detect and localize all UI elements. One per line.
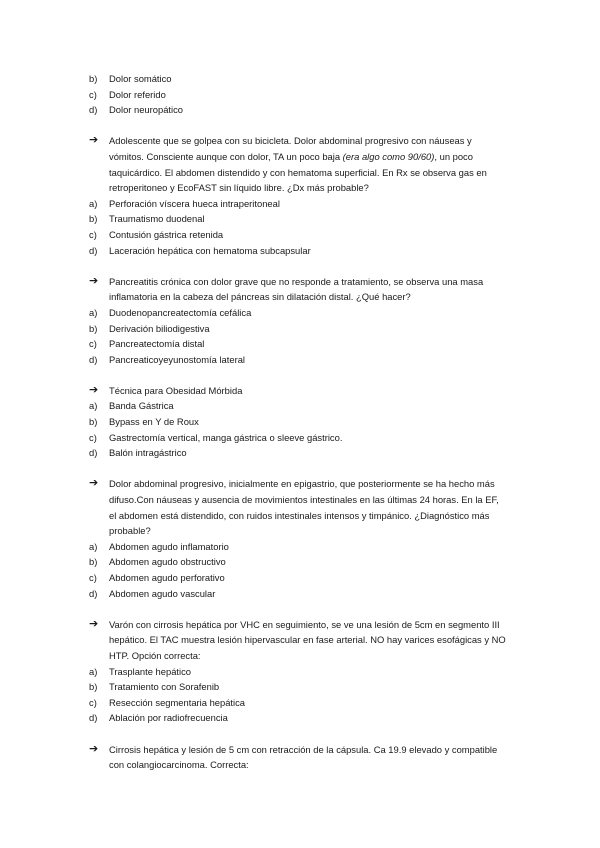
question-1: ➔ Adolescente que se golpea con su bicicleta. Dolor abdominal progresivo con náuseas y vómitos. Consciente aunque con dolor, TA un poco baja (era algo como 90/60), un poco taquicárdico. El abdomen distendido y con hematoma superficial. En Rx se observa gas en retroperitoneo y EcoFAST sin líquido libre. ¿Dx más probable? xyxy=(89,133,529,195)
list-item: d) Laceración hepática con hematoma subcapsular xyxy=(89,244,311,256)
list-item: b) Tratamiento con Sorafenib xyxy=(89,681,220,693)
arrow-icon: ➔ xyxy=(89,134,99,147)
list-item: c) Gastrectomía vertical, manga gástrica o sleeve gástrico. xyxy=(89,431,343,443)
question-5: ➔ Varón con cirrosis hepática por VHC en seguimiento, se ve una lesión de 5cm en segmento III hepático. El TAC muestra lesión hipervascular en fase arterial. NO hay varices esofágicas y NO HTP. Opción correcta: xyxy=(89,617,529,664)
list-item: b) Abdomen agudo obstructivo xyxy=(89,556,226,568)
question-3: ➔ Técnica para Obesidad Mórbida xyxy=(89,383,529,399)
list-item: a) Duodenopancreatectomía cefálica xyxy=(89,306,252,318)
list-item: d) Dolor neuropático xyxy=(89,104,184,116)
list-item: c) Contusión gástrica retenida xyxy=(89,228,224,240)
question-4: ➔ Dolor abdominal progresivo, inicialmente en epigastrio, que posteriormente se ha hecho más difuso.Con náuseas y ausencia de movimientos intestinales en las últimas 24 horas. En la EF, el abdomen está distendido, con ruidos intestinales intensos y timpánico. ¿Diagnóstico más probable? xyxy=(89,476,529,538)
list-item: a) Abdomen agudo inflamatorio xyxy=(89,540,229,552)
arrow-icon: ➔ xyxy=(89,617,99,630)
list-item: c) Pancreatectomía distal xyxy=(89,338,205,350)
list-item: d) Ablación por radiofrecuencia xyxy=(89,712,228,724)
document-content xyxy=(89,71,529,773)
arrow-icon: ➔ xyxy=(89,383,99,396)
list-item: a) Banda Gástrica xyxy=(89,400,174,412)
list-item: b) Bypass en Y de Roux xyxy=(89,416,199,428)
arrow-icon: ➔ xyxy=(89,477,99,490)
list-item: d) Balón intragástrico xyxy=(89,447,187,459)
list-item: b) Traumatismo duodenal xyxy=(89,213,205,225)
list-item: d) Abdomen agudo vascular xyxy=(89,587,216,599)
list-item: a) Perforación víscera hueca intraperitoneal xyxy=(89,197,280,209)
list-item: b) Derivación biliodigestiva xyxy=(89,322,210,334)
list-item: c) Resección segmentaria hepática xyxy=(89,696,246,708)
list-item: d) Pancreaticoyeyunostomía lateral xyxy=(89,353,246,365)
arrow-icon: ➔ xyxy=(89,742,99,755)
list-item: b) Dolor somático xyxy=(89,73,172,84)
question-6: ➔ Cirrosis hepática y lesión de 5 cm con retracción de la cápsula. Ca 19.9 elevado y compatible con colangiocarcinoma. Correcta: xyxy=(89,742,529,773)
list-item: c) Abdomen agudo perforativo xyxy=(89,572,225,583)
list-item: c) Dolor referido xyxy=(89,88,166,100)
arrow-icon: ➔ xyxy=(89,274,99,287)
list-item: a) Trasplante hepático xyxy=(89,665,191,677)
question-2: ➔ Pancreatitis crónica con dolor grave que no responde a tratamiento, se observa una masa inflamatoria en la cabeza del páncreas sin dilatación distal. ¿Qué hacer? xyxy=(89,274,529,305)
